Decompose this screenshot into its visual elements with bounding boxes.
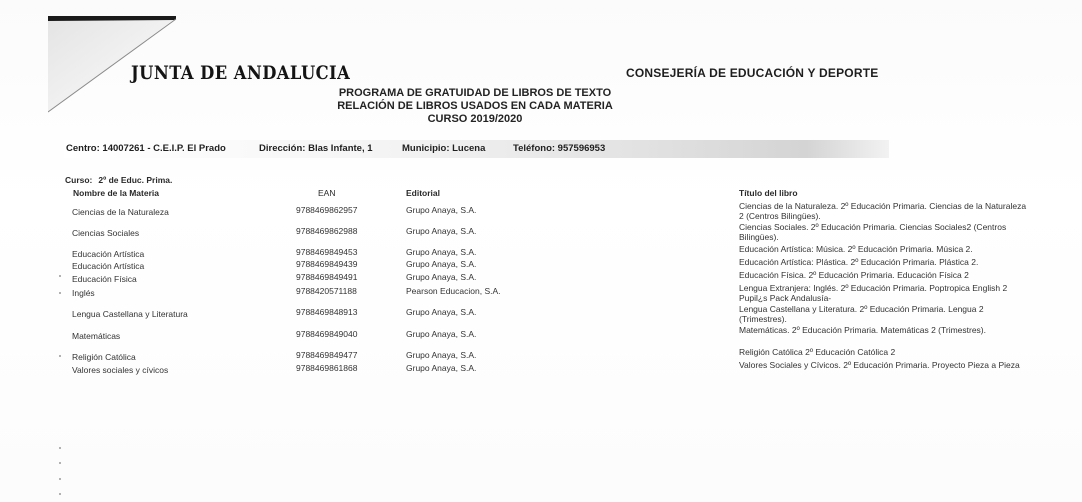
row-editorial: Grupo Anaya, S.A. xyxy=(406,226,477,236)
row-editorial: Grupo Anaya, S.A. xyxy=(406,272,477,282)
row-ean: 9788469849477 xyxy=(296,350,358,360)
curso-label: Curso: xyxy=(65,175,93,185)
row-materia: Educación Física xyxy=(72,274,137,284)
relation-subtitle: RELACIÓN DE LIBROS USADOS EN CADA MATERIA xyxy=(337,100,613,112)
row-titulo: Valores Sociales y Cívicos. 2º Educación Primaria. Proyecto Pieza a Pieza xyxy=(739,360,1020,370)
row-ean: 9788469849491 xyxy=(296,272,358,282)
document-heading xyxy=(300,87,650,126)
row-titulo: Educación Artística: Música. 2º Educación Primaria. Música 2. xyxy=(739,244,973,254)
header-ean: EAN xyxy=(318,188,336,198)
row-titulo: Lengua Castellana y Literatura. 2º Educación Primaria. Lengua 2 (Trimestres). xyxy=(739,304,984,324)
school-year: CURSO 2019/2020 xyxy=(427,113,523,125)
row-titulo: Ciencias Sociales. 2º Educación Primaria. Ciencias Sociales2 (Centros Bilingües). xyxy=(739,222,1007,242)
curso-line xyxy=(65,175,172,185)
centro-direccion: Dirección: Blas Infante, 1 xyxy=(259,143,373,154)
scan-speck xyxy=(59,275,61,277)
scan-speck xyxy=(59,478,61,480)
header-editorial: Editorial xyxy=(406,188,441,198)
row-ean: 9788469849040 xyxy=(296,329,358,339)
row-ean: 9788469862988 xyxy=(296,226,358,236)
program-title: PROGRAMA DE GRATUIDAD DE LIBROS DE TEXTO xyxy=(338,87,612,99)
row-editorial: Grupo Anaya, S.A. xyxy=(406,350,477,360)
row-ean: 9788420571188 xyxy=(296,286,357,296)
row-materia: Inglés xyxy=(72,288,95,298)
scan-speck xyxy=(59,292,61,294)
row-editorial: Grupo Anaya, S.A. xyxy=(406,363,477,373)
row-ean: 9788469848913 xyxy=(296,307,358,317)
row-materia: Educación Artística xyxy=(72,249,145,259)
row-materia: Valores sociales y cívicos xyxy=(72,365,169,375)
row-editorial: Pearson Educacion, S.A. xyxy=(406,286,501,296)
row-editorial: Grupo Anaya, S.A. xyxy=(406,329,477,339)
scan-speck xyxy=(59,493,61,495)
row-titulo: Lengua Extranjera: Inglés. 2º Educación Primaria. Poptropica English 2 Pupil¿s Pack Andalusía- xyxy=(739,283,1008,303)
scan-speck xyxy=(59,462,61,464)
scan-speck xyxy=(59,447,61,449)
consejeria-title: CONSEJERÍA DE EDUCACIÓN Y DEPORTE xyxy=(626,66,879,80)
centro-telefono: Teléfono: 957596953 xyxy=(513,143,606,154)
row-materia: Lengua Castellana y Literatura xyxy=(72,309,188,319)
row-ean: 9788469862957 xyxy=(296,205,358,215)
header-materia: Nombre de la Materia xyxy=(73,188,159,198)
row-editorial: Grupo Anaya, S.A. xyxy=(406,205,477,215)
row-titulo: Ciencias de la Naturaleza. 2º Educación Primaria. Ciencias de la Naturaleza 2 (Centros Bilingües). xyxy=(739,201,1027,221)
row-titulo: Educación Artística: Plástica. 2º Educación Primaria. Plástica 2. xyxy=(739,257,979,267)
row-editorial: Grupo Anaya, S.A. xyxy=(406,307,477,317)
row-editorial: Grupo Anaya, S.A. xyxy=(406,247,477,257)
row-materia: Ciencias Sociales xyxy=(72,228,140,238)
row-ean: 9788469849439 xyxy=(296,259,358,269)
row-materia: Ciencias de la Naturaleza xyxy=(72,207,169,217)
row-titulo: Matemáticas. 2º Educación Primaria. Matemáticas 2 (Trimestres). xyxy=(739,325,986,335)
centro-municipio: Municipio: Lucena xyxy=(402,143,486,154)
row-materia: Educación Artística xyxy=(72,261,145,271)
junta-logo: JUNTA DE ANDALUCIA xyxy=(131,62,351,84)
curso-value: 2º de Educ. Prima. xyxy=(98,175,173,185)
row-materia: Matemáticas xyxy=(72,331,121,341)
header-titulo: Título del libro xyxy=(739,188,798,198)
row-titulo: Religión Católica 2º Educación Católica 2 xyxy=(739,347,896,357)
row-materia: Religión Católica xyxy=(72,352,136,362)
row-ean: 9788469849453 xyxy=(296,247,358,257)
row-editorial: Grupo Anaya, S.A. xyxy=(406,259,477,269)
row-ean: 9788469861868 xyxy=(296,363,358,373)
centro-code: Centro: 14007261 - C.E.I.P. El Prado xyxy=(66,143,226,154)
scan-speck xyxy=(59,355,61,357)
row-titulo: Educación Física. 2º Educación Primaria. Educación Física 2 xyxy=(739,270,969,280)
